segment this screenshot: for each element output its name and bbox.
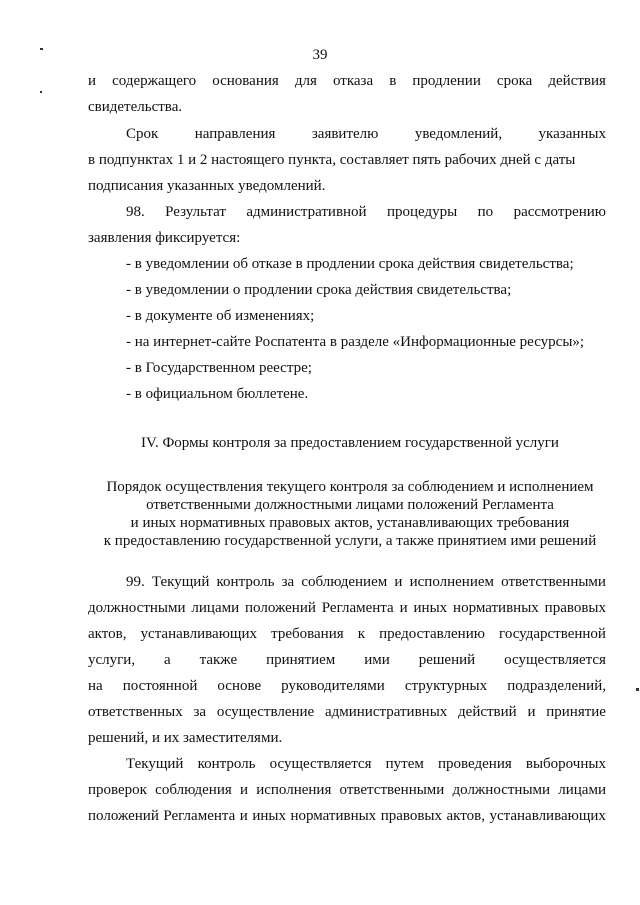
word: требования bbox=[271, 626, 344, 642]
word: актов, bbox=[446, 808, 485, 824]
word: 98. bbox=[126, 204, 145, 220]
word: содержащего bbox=[112, 73, 197, 89]
page-number: 39 bbox=[312, 47, 328, 63]
text-line bbox=[88, 807, 606, 825]
word: предоставлению bbox=[379, 626, 485, 642]
word: и bbox=[394, 574, 403, 590]
word: за bbox=[281, 574, 295, 590]
word: положений bbox=[245, 600, 316, 616]
subsection-title-line: к предоставлению государственной услуги, а также принятием ими решений bbox=[103, 533, 597, 549]
section-title: IV. Формы контроля за предоставлением государственной услуги bbox=[141, 435, 559, 451]
word: устанавливающих bbox=[489, 808, 606, 824]
text-line bbox=[88, 72, 606, 90]
word: решений bbox=[418, 652, 476, 668]
word: положений bbox=[88, 808, 159, 824]
word: ответственных bbox=[88, 704, 183, 720]
word: лицами bbox=[191, 600, 240, 616]
word: должностными bbox=[88, 600, 186, 616]
word: Регламента bbox=[163, 808, 236, 824]
word: постоянной bbox=[122, 678, 198, 694]
word: Регламента bbox=[321, 600, 394, 616]
word: Текущий bbox=[126, 756, 184, 772]
text-line bbox=[126, 755, 606, 773]
word: иных bbox=[413, 600, 448, 616]
word: контроль bbox=[197, 756, 256, 772]
word: услуги, bbox=[88, 652, 136, 668]
word: лицами bbox=[558, 782, 606, 798]
word: административных bbox=[324, 704, 448, 720]
word: соблюдением bbox=[301, 574, 388, 590]
text-line bbox=[126, 203, 606, 221]
word: актов, bbox=[88, 626, 127, 642]
word: правовых bbox=[544, 600, 606, 616]
list-item: - в документе об изменениях; bbox=[126, 308, 315, 324]
list-item: - на интернет-сайте Роспатента в разделе «Информационные ресурсы»; bbox=[126, 334, 585, 350]
word: осуществление bbox=[216, 704, 315, 720]
text-line bbox=[88, 677, 606, 695]
word: исполнения bbox=[256, 782, 332, 798]
word: Результат bbox=[165, 204, 226, 220]
text-line: заявления фиксируется: bbox=[88, 230, 241, 246]
word: осуществляется bbox=[269, 756, 372, 772]
word: процедуры bbox=[386, 204, 458, 220]
word: нормативных bbox=[453, 600, 539, 616]
word: основе bbox=[217, 678, 262, 694]
word: для bbox=[294, 73, 317, 89]
word: устанавливающих bbox=[140, 626, 257, 642]
text-line: решений, и их заместителями. bbox=[88, 730, 283, 746]
text-line bbox=[88, 651, 606, 669]
word: исполнением bbox=[409, 574, 494, 590]
word: отказа bbox=[332, 73, 374, 89]
word: в bbox=[389, 73, 397, 89]
word: соблюдения bbox=[155, 782, 232, 798]
scan-speck bbox=[40, 48, 43, 50]
word: ими bbox=[364, 652, 390, 668]
word: основания bbox=[212, 73, 279, 89]
text-line bbox=[88, 625, 606, 643]
word: и bbox=[527, 704, 536, 720]
list-item: - в официальном бюллетене. bbox=[126, 386, 309, 402]
word: действия bbox=[548, 73, 606, 89]
word: рассмотрению bbox=[513, 204, 606, 220]
word: путем bbox=[385, 756, 424, 772]
word: нормативных bbox=[290, 808, 377, 824]
word: проведения bbox=[438, 756, 512, 772]
subsection-title-line: ответственными должностными лицами положений Регламента bbox=[146, 497, 554, 513]
word: государственной bbox=[499, 626, 606, 642]
word: и bbox=[239, 782, 248, 798]
text-line bbox=[88, 703, 606, 721]
list-item: - в уведомлении о продлении срока действия свидетельства; bbox=[126, 282, 512, 298]
word: административной bbox=[246, 204, 367, 220]
word: 99. bbox=[126, 574, 145, 590]
word: а bbox=[164, 652, 171, 668]
word: осуществляется bbox=[504, 652, 606, 668]
word: должностными bbox=[452, 782, 551, 798]
text-line: подписания указанных уведомлений. bbox=[88, 178, 326, 194]
word: ответственными bbox=[339, 782, 445, 798]
word: также bbox=[199, 652, 238, 668]
list-item: - в Государственном реестре; bbox=[126, 360, 312, 376]
text-line: свидетельства. bbox=[88, 99, 183, 115]
word: по bbox=[477, 204, 494, 220]
word: выборочных bbox=[525, 756, 606, 772]
subsection-title-line: и иных нормативных правовых актов, устанавливающих требования bbox=[130, 515, 570, 531]
word: указанных bbox=[538, 126, 606, 142]
word: и bbox=[239, 808, 248, 824]
text-line bbox=[126, 125, 606, 143]
word: направления bbox=[194, 126, 276, 142]
word: продлении bbox=[412, 73, 481, 89]
word: иных bbox=[252, 808, 286, 824]
word: и bbox=[399, 600, 408, 616]
word: ответственными bbox=[501, 574, 606, 590]
word: принятие bbox=[546, 704, 606, 720]
word: заявителю bbox=[311, 126, 379, 142]
word: и bbox=[88, 73, 97, 89]
word: принятием bbox=[266, 652, 336, 668]
word: Текущий bbox=[151, 574, 210, 590]
word: подразделений, bbox=[507, 678, 606, 694]
scan-speck bbox=[40, 91, 42, 93]
word: действий bbox=[458, 704, 517, 720]
text-line bbox=[88, 599, 606, 617]
word: правовых bbox=[380, 808, 443, 824]
word: к bbox=[357, 626, 366, 642]
word: на bbox=[88, 678, 103, 694]
text-line: в подпунктах 1 и 2 настоящего пункта, составляет пять рабочих дней с даты bbox=[88, 152, 576, 168]
word: контроль bbox=[216, 574, 275, 590]
text-line bbox=[126, 573, 606, 591]
word: срока bbox=[496, 73, 533, 89]
word: Срок bbox=[126, 126, 159, 142]
list-item: - в уведомлении об отказе в продлении срока действия свидетельства; bbox=[126, 256, 574, 272]
word: уведомлений, bbox=[414, 126, 503, 142]
word: за bbox=[193, 704, 207, 720]
word: проверок bbox=[88, 782, 147, 798]
word: структурных bbox=[404, 678, 488, 694]
scan-speck bbox=[636, 688, 639, 691]
word: руководителями bbox=[281, 678, 385, 694]
subsection-title-line: Порядок осуществления текущего контроля за соблюдением и исполнением bbox=[106, 479, 594, 495]
text-line bbox=[88, 781, 606, 799]
